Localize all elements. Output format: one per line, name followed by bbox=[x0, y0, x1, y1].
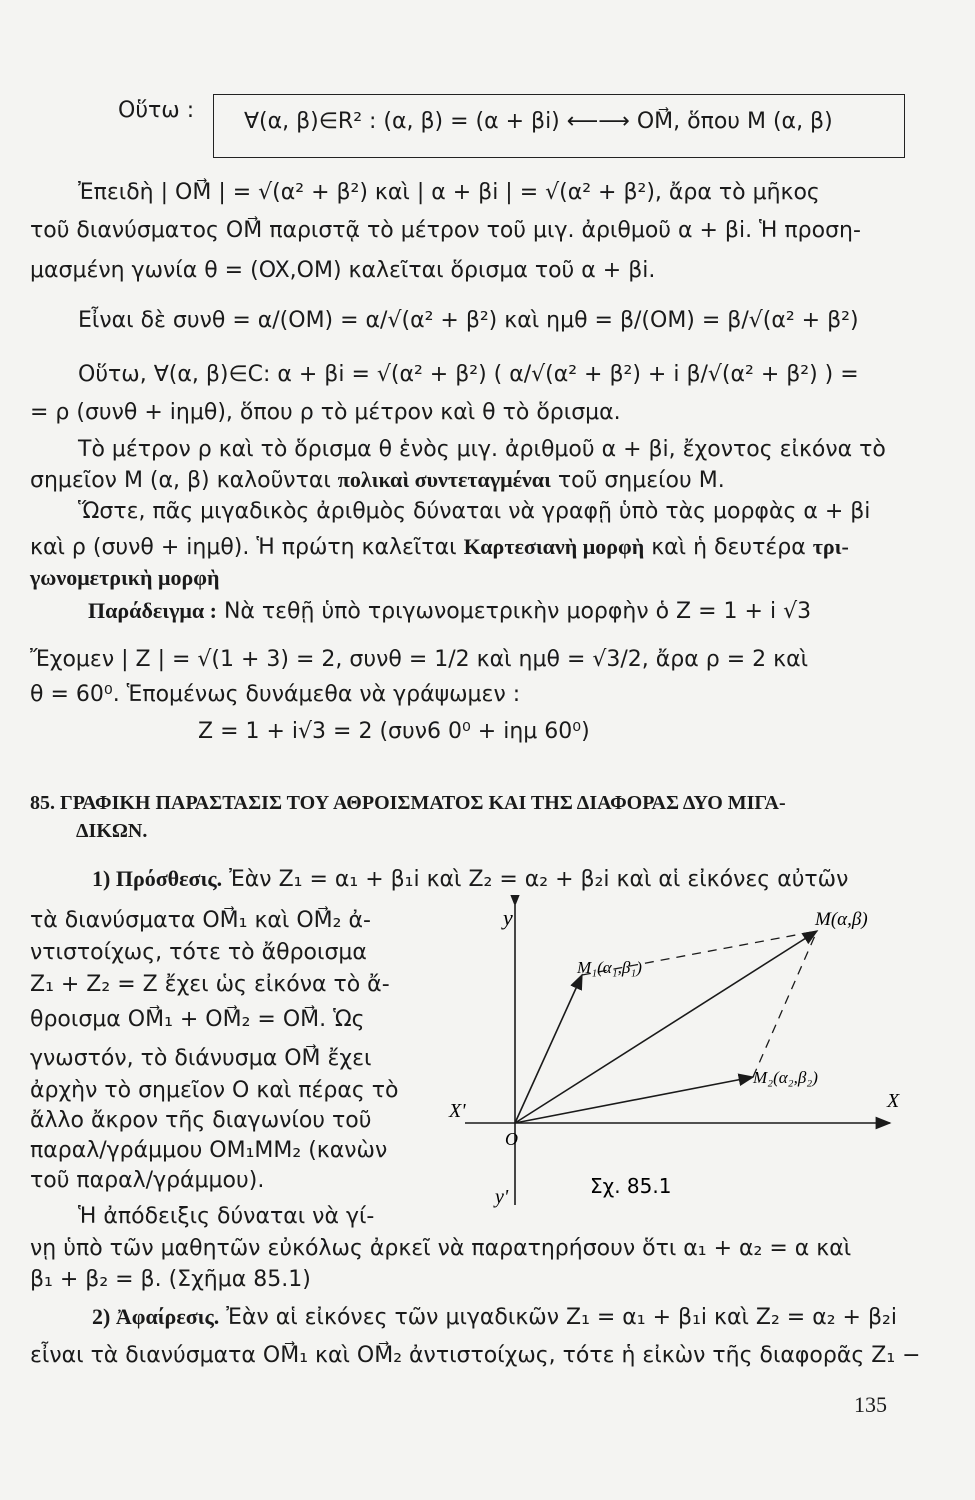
narrow-line-8: παραλ/γράμμου OM₁MM₂ (κανὼν bbox=[30, 1138, 388, 1163]
trig-form-term-start: τρι- bbox=[812, 534, 849, 559]
text-line-5: Οὕτω, ∀(α, β)∈C: α + βi = √(α² + β²) ( α/√(α² + β²) + i β/√(α² + β²) ) = bbox=[78, 362, 859, 387]
polar-coords-term: πολικαὶ συντεταγμέναι bbox=[337, 467, 551, 492]
text-line-6: = ρ (συνθ + iημθ), ὅπου ρ τὸ μέτρον καὶ θ τὸ ὅρισμα. bbox=[30, 400, 621, 425]
text-line-1: Ἐπειδὴ | OM⃗ | = √(α² + β²) καὶ | α + βi | = √(α² + β²), ἄρα τὸ μῆκος bbox=[78, 180, 820, 205]
text-line-7: Τὸ μέτρον ρ καὶ τὸ ὅρισμα θ ἑνὸς μιγ. ἀριθμοῦ α + βi, ἔχοντος εἰκόνα τὸ bbox=[78, 437, 886, 462]
text-line-13: Ἔχομεν | Z | = √(1 + 3) = 2, συνθ = 1/2 καὶ ημθ = √3/2, ἄρα ρ = 2 καὶ bbox=[30, 647, 809, 672]
narrow-line-10: Ἡ ἀπόδειξις δύναται νὰ γί- bbox=[78, 1204, 375, 1229]
label-y: y bbox=[503, 905, 513, 930]
formula-box-text: ∀(α, β)∈R² : (α, β) = (α + βi) ⟵⟶ OM⃗, ὅπου M (α, β) bbox=[244, 109, 833, 134]
text-line-2: τοῦ διανύσματος OM⃗ παριστᾷ τὸ μέτρον τοῦ μιγ. ἀριθμοῦ α + βi. Ἡ προση- bbox=[30, 218, 861, 243]
section-title-1: ΓΡΑΦΙΚΗ ΠΑΡΑΣΤΑΣΙΣ ΤΟΥ ΑΘΡΟΙΣΜΑΤΟΣ ΚΑΙ ΤΗΣ ΔΙΑΦΟΡΑΣ ΔΥΟ ΜΙΓΑ- bbox=[60, 792, 786, 814]
formula-box bbox=[213, 94, 905, 158]
narrow-line-9: τοῦ παραλ/γράμμου). bbox=[30, 1168, 265, 1193]
narrow-line-5: γνωστόν, τὸ διάνυσμα OM⃗ ἔχει bbox=[30, 1046, 372, 1071]
narrow-line-4: θροισμα OM⃗₁ + OM⃗₂ = OM⃗. Ὡς bbox=[30, 1007, 365, 1032]
addition-first-text: Ἐὰν Z₁ = α₁ + β₁i καὶ Z₂ = α₂ + β₂i καὶ αἱ εἰκόνες αὐτῶν bbox=[229, 867, 849, 892]
narrow-line-2: ντιστοίχως, τότε τὸ ἄθροισμα bbox=[30, 940, 367, 965]
example-line bbox=[88, 596, 908, 627]
text-line-9: Ὥστε, πᾶς μιγαδικὸς ἀριθμὸς δύναται νὰ γραφῇ ὑπὸ τὰς μορφὰς α + βi bbox=[78, 499, 871, 524]
subtraction-label: 2) Ἀφαίρεσις. bbox=[92, 1304, 220, 1329]
page-number: 135 bbox=[854, 1392, 887, 1417]
label-m2: M₂(α₂,β₂) bbox=[753, 1068, 818, 1087]
text-line-11 bbox=[30, 563, 850, 594]
addition-label: 1) Πρόσθεσις. bbox=[92, 866, 223, 891]
text-line-8b: τοῦ σημείου M. bbox=[557, 468, 725, 493]
text-line-10a: καὶ ρ (συνθ + iημθ). Ἡ πρώτη καλεῖται bbox=[30, 535, 457, 560]
label-y-prime: y' bbox=[495, 1186, 509, 1208]
label-m1: M₁(α₁,β₁) bbox=[577, 958, 642, 977]
subtraction-text-1: Ἐὰν αἱ εἰκόνες τῶν μιγαδικῶν Z₁ = α₁ + β₁i καὶ Z₂ = α₂ + β₂i bbox=[226, 1305, 897, 1330]
label-o: O bbox=[505, 1129, 518, 1149]
section-heading bbox=[30, 788, 910, 818]
tail-line-1: νῃ ὑπὸ τῶν μαθητῶν εὐκόλως ἀρκεῖ νὰ παρατηρήσουν ὅτι α₁ + α₂ = α καὶ bbox=[30, 1236, 852, 1261]
subtraction-line-1 bbox=[92, 1302, 912, 1333]
figure-caption: Σχ. 85.1 bbox=[590, 1174, 672, 1198]
trig-form-term-end: γωνομετρικὴ μορφὴ bbox=[30, 565, 220, 590]
narrow-line-6: ἀρχὴν τὸ σημεῖον O καὶ πέρας τὸ bbox=[30, 1078, 399, 1103]
section-heading-2: ΔΙΚΩΝ. bbox=[76, 820, 148, 842]
narrow-line-7: ἄλλο ἄκρον τῆς διαγωνίου τοῦ bbox=[30, 1108, 372, 1133]
text-line-8a: σημεῖον M (α, β) καλοῦνται bbox=[30, 468, 331, 493]
subtraction-line-2: εἶναι τὰ διανύσματα OM⃗₁ καὶ OM⃗₂ ἀντιστοίχως, τότε ἡ εἰκὼν τῆς διαφορᾶς Z₁ − bbox=[30, 1343, 921, 1368]
text-line-8 bbox=[30, 465, 850, 496]
text-line-10b: καὶ ἡ δευτέρα bbox=[651, 535, 806, 560]
example-text: Νὰ τεθῇ ὑπὸ τριγωνομετρικὴν μορφὴν ὁ Z = 1 + i √3 bbox=[223, 599, 812, 624]
addition-first-line bbox=[92, 864, 912, 895]
text-line-14: θ = 60⁰. Ἑπομένως δυνάμεθα νὰ γράψωμεν : bbox=[30, 682, 521, 707]
label-x-prime: X' bbox=[449, 1100, 466, 1122]
text-line-10 bbox=[30, 532, 850, 563]
text-line-3: μασμένη γωνία θ = (OX,OM) καλεῖται ὅρισμα τοῦ α + βi. bbox=[30, 258, 656, 283]
label-x: X bbox=[887, 1090, 900, 1112]
text-line-15: Z = 1 + i√3 = 2 (συν6 0⁰ + iημ 60⁰) bbox=[198, 719, 590, 744]
box-lead: Οὕτω : bbox=[118, 98, 195, 123]
text-line-4: Εἶναι δὲ συνθ = α/(OM) = α/√(α² + β²) καὶ ημθ = β/(OM) = β/√(α² + β²) bbox=[78, 308, 859, 333]
dashed-m2-m bbox=[753, 931, 817, 1077]
section-number: 85. bbox=[30, 792, 55, 814]
figure-85-1 bbox=[435, 895, 905, 1225]
cartesian-form-term: Καρτεσιανὴ μορφὴ bbox=[463, 534, 645, 559]
narrow-line-1: τὰ διανύσματα OM⃗₁ καὶ OM⃗₂ ἀ- bbox=[30, 908, 371, 933]
label-m: M(α,β) bbox=[815, 909, 868, 930]
tail-line-2: β₁ + β₂ = β. (Σχῆμα 85.1) bbox=[30, 1267, 311, 1292]
example-label: Παράδειγμα : bbox=[88, 598, 217, 623]
narrow-line-3: Z₁ + Z₂ = Z ἔχει ὡς εἰκόνα τὸ ἄ- bbox=[30, 972, 390, 997]
